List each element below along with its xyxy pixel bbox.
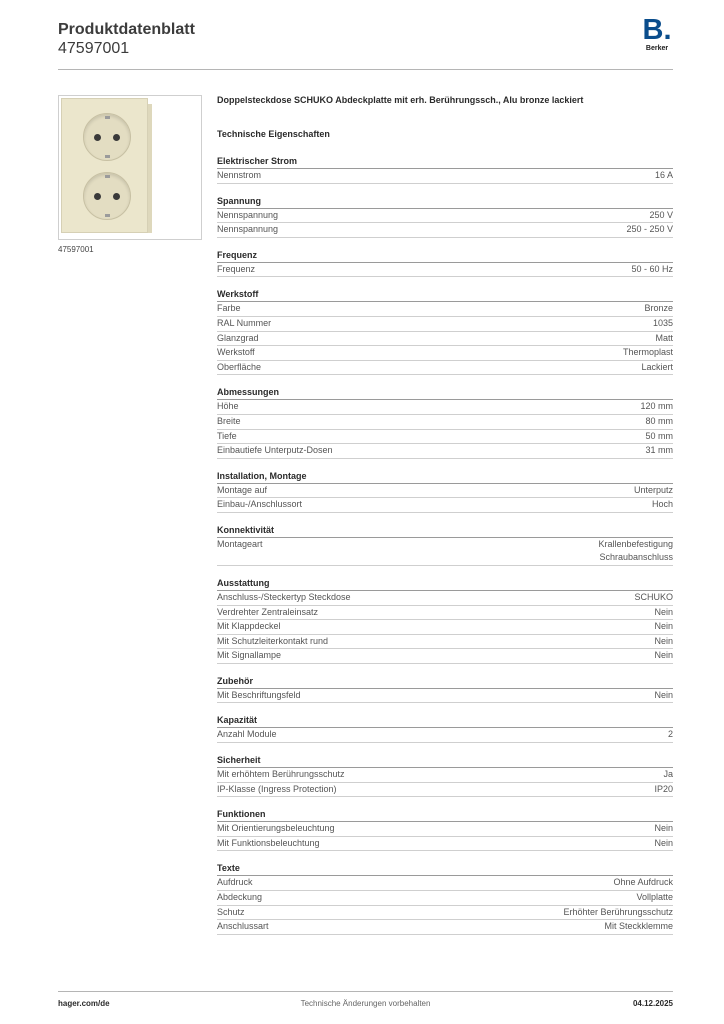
property-key: Mit erhöhtem Berührungsschutz: [217, 769, 345, 780]
property-key: Einbautiefe Unterputz-Dosen: [217, 445, 333, 456]
property-group: [217, 808, 673, 851]
property-key: Mit Funktionsbeleuchtung: [217, 837, 320, 848]
property-row: [217, 169, 673, 184]
property-value: [640, 400, 673, 414]
property-key: Schutz: [217, 906, 245, 917]
property-key: Werkstoff: [217, 347, 255, 358]
cover-plate: [61, 98, 148, 233]
property-row: [217, 837, 673, 852]
property-value: [563, 906, 673, 920]
property-value-line: 16 A: [654, 170, 673, 180]
property-group: [217, 714, 673, 743]
property-value: [654, 689, 673, 703]
berker-logo: [641, 14, 673, 54]
property-value: [636, 891, 673, 905]
property-value-line: Nein: [654, 823, 673, 834]
property-value-line: Vollplatte: [636, 892, 673, 903]
property-group: [217, 470, 673, 513]
property-group: [217, 288, 673, 375]
property-row: [217, 920, 673, 935]
property-row: [217, 430, 673, 445]
group-title: Werkstoff: [217, 288, 673, 302]
group-title: Konnektivität: [217, 524, 673, 538]
property-row: [217, 891, 673, 906]
property-key: Höhe: [217, 401, 239, 412]
property-row: [217, 620, 673, 635]
property-key: Montage auf: [217, 484, 268, 495]
property-value: [654, 606, 673, 620]
property-value: [626, 223, 673, 237]
property-row: [217, 876, 673, 891]
property-value-line: 50 mm: [645, 430, 673, 441]
property-value: [634, 484, 673, 498]
property-row: [217, 606, 673, 621]
property-key: IP-Klasse (Ingress Protection): [217, 783, 337, 794]
property-row: [217, 635, 673, 650]
property-row: [217, 649, 673, 664]
property-group: [217, 386, 673, 458]
property-value-line: Nein: [654, 689, 673, 700]
datasheet-content: [217, 95, 673, 946]
property-row: [217, 538, 673, 566]
property-key: Aufdruck: [217, 877, 253, 888]
property-value-line: Hoch: [651, 499, 673, 510]
property-value: [663, 768, 673, 782]
property-value: [653, 317, 673, 331]
property-group: [217, 249, 673, 278]
property-group: [217, 524, 673, 566]
property-value: [668, 728, 673, 742]
property-value-line: 80 mm: [645, 415, 673, 426]
property-value-line: Schraubanschluss: [599, 551, 673, 562]
property-value-line: Ja: [663, 769, 673, 780]
property-key: Farbe: [217, 303, 241, 314]
property-value-line: Nein: [654, 635, 673, 646]
property-value: [604, 920, 673, 934]
property-key: Frequenz: [217, 263, 256, 274]
property-key: Mit Beschriftungsfeld: [217, 689, 301, 700]
property-row: [217, 263, 673, 278]
product-image: [58, 95, 202, 240]
group-title: Frequenz: [217, 249, 673, 263]
property-value-line: 2: [667, 729, 673, 740]
property-value-line: Nein: [654, 837, 673, 848]
property-key: Tiefe: [217, 430, 237, 441]
image-caption: 47597001: [58, 245, 94, 254]
property-row: [217, 209, 673, 224]
property-group: [217, 862, 673, 934]
socket-top: [83, 113, 131, 161]
property-value-line: SCHUKO: [634, 591, 673, 602]
property-key: Verdrehter Zentraleinsatz: [217, 606, 319, 617]
property-row: [217, 302, 673, 317]
property-value-line: Thermoplast: [622, 347, 673, 358]
group-title: Texte: [217, 862, 673, 876]
property-value: [644, 302, 673, 316]
property-value-line: 120 mm: [640, 401, 673, 412]
property-value-line: Lackiert: [641, 361, 673, 372]
property-group: [217, 155, 673, 184]
property-value: [654, 837, 673, 851]
group-title: Sicherheit: [217, 754, 673, 768]
property-row: [217, 906, 673, 921]
property-group: [217, 675, 673, 704]
property-row: [217, 783, 673, 798]
page-footer: [58, 991, 673, 1011]
property-value-line: Matt: [655, 332, 673, 343]
property-value: [645, 430, 673, 444]
product-name: Doppelsteckdose SCHUKO Abdeckplatte mit erh. Berührungssch., Alu bronze lackiert: [217, 95, 584, 105]
property-key: Abdeckung: [217, 892, 263, 903]
property-row: [217, 484, 673, 499]
property-value-line: 31 mm: [645, 445, 673, 456]
property-row: [217, 332, 673, 347]
property-key: Mit Signallampe: [217, 650, 282, 661]
property-key: Anschlussart: [217, 921, 269, 932]
property-value: [641, 361, 673, 375]
property-value-line: Ohne Aufdruck: [613, 877, 673, 888]
property-row: [217, 498, 673, 513]
property-groups: [217, 155, 673, 935]
property-value: [631, 263, 673, 277]
footer-website: hager.com/de: [58, 999, 110, 1008]
property-value: [634, 591, 673, 605]
article-number: 47597001: [58, 40, 130, 57]
property-group: [217, 195, 673, 238]
property-value: [613, 876, 673, 890]
property-key: Oberfläche: [217, 361, 262, 372]
property-key: Nennspannung: [217, 224, 279, 235]
property-value-line: Bronze: [644, 303, 673, 314]
property-value: [654, 620, 673, 634]
socket-bottom: [83, 172, 131, 220]
property-value-line: 250 V: [649, 209, 673, 220]
group-title: Installation, Montage: [217, 470, 673, 484]
group-title: Elektrischer Strom: [217, 155, 673, 169]
property-key: Montageart: [217, 538, 263, 549]
property-key: Mit Orientierungsbeleuchtung: [217, 823, 335, 834]
property-row: [217, 361, 673, 376]
property-value-line: 1035: [652, 317, 673, 328]
page-header: [58, 14, 673, 70]
property-key: Anschluss-/Steckertyp Steckdose: [217, 591, 351, 602]
property-row: [217, 346, 673, 361]
property-row: [217, 822, 673, 837]
group-title: Ausstattung: [217, 577, 673, 591]
property-value: [645, 444, 673, 458]
property-row: [217, 400, 673, 415]
group-title: Zubehör: [217, 675, 673, 689]
property-value: [654, 783, 673, 797]
property-value-line: Krallenbefestigung: [598, 538, 673, 549]
property-value-line: 50 - 60 Hz: [631, 263, 673, 274]
property-row: [217, 728, 673, 743]
property-value: [654, 822, 673, 836]
property-value-line: Unterputz: [633, 484, 673, 495]
property-key: Nennspannung: [217, 209, 279, 220]
property-value-line: Mit Steckklemme: [604, 921, 673, 932]
property-value: [655, 169, 673, 183]
property-key: Breite: [217, 415, 241, 426]
property-value-line: Nein: [654, 650, 673, 661]
property-group: [217, 754, 673, 797]
group-title: Funktionen: [217, 808, 673, 822]
group-title: Spannung: [217, 195, 673, 209]
property-value-line: IP20: [654, 783, 673, 794]
section-heading: Technische Eigenschaften: [217, 129, 330, 139]
property-value: [652, 498, 673, 512]
property-key: Mit Schutzleiterkontakt rund: [217, 635, 329, 646]
footer-date: 04.12.2025: [632, 999, 673, 1008]
property-value: [623, 346, 673, 360]
property-row: [217, 591, 673, 606]
property-value-line: 250 - 250 V: [626, 224, 673, 235]
property-row: [217, 317, 673, 332]
property-row: [217, 444, 673, 459]
property-value: [598, 538, 673, 565]
property-row: [217, 768, 673, 783]
group-title: Abmessungen: [217, 386, 673, 400]
property-key: Glanzgrad: [217, 332, 259, 343]
property-row: [217, 415, 673, 430]
group-title: Kapazität: [217, 714, 673, 728]
plate-edge: [148, 104, 152, 233]
property-key: Anzahl Module: [217, 729, 277, 740]
property-value-line: Nein: [654, 606, 673, 617]
property-value-line: Erhöhter Berührungsschutz: [563, 906, 673, 917]
property-group: [217, 577, 673, 664]
logo-wordmark: Berker: [645, 45, 669, 52]
footer-notice: Technische Änderungen vorbehalten: [300, 999, 431, 1008]
property-row: [217, 689, 673, 704]
property-key: Nennstrom: [217, 170, 262, 180]
document-title: Produktdatenblatt: [58, 21, 195, 38]
property-row: [217, 223, 673, 238]
property-value: [654, 649, 673, 663]
property-value: [654, 635, 673, 649]
property-value: [649, 209, 673, 223]
property-value: [655, 332, 673, 346]
property-key: RAL Nummer: [217, 317, 272, 328]
logo-letter: B.: [642, 14, 672, 46]
property-key: Mit Klappdeckel: [217, 621, 281, 632]
property-value-line: Nein: [654, 621, 673, 632]
property-value: [645, 415, 673, 429]
property-key: Einbau-/Anschlussort: [217, 499, 303, 510]
